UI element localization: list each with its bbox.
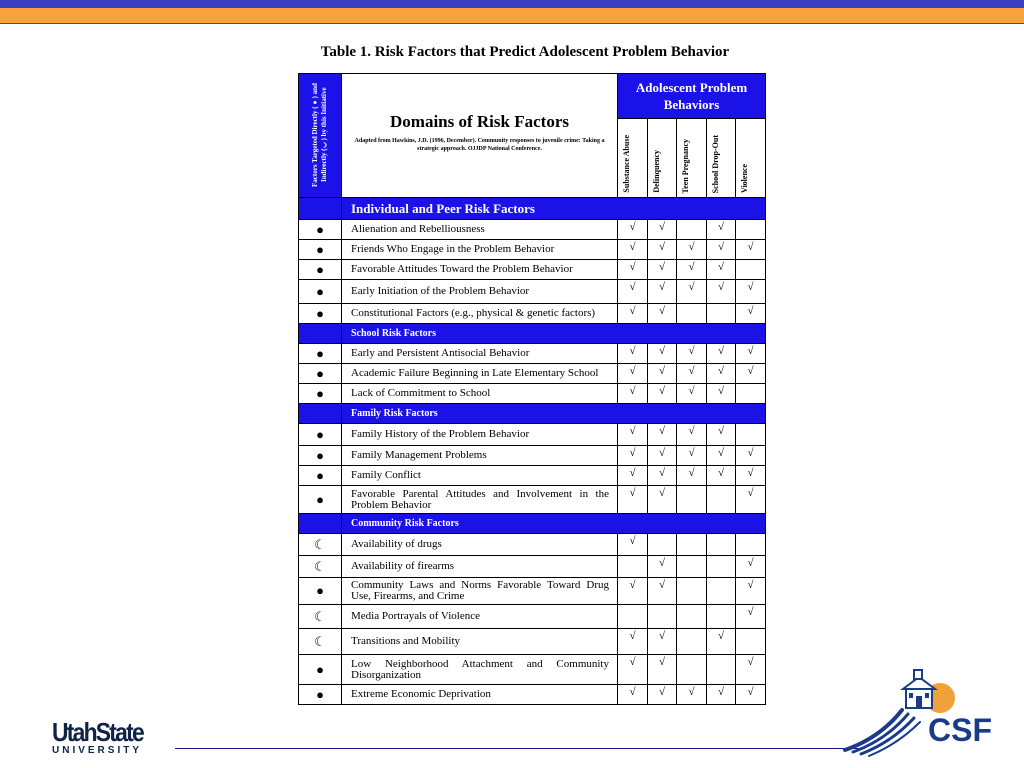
direct-target-bullet: ● bbox=[299, 685, 342, 705]
check-teen-pregnancy: √ bbox=[677, 364, 707, 384]
check-teen-pregnancy: √ bbox=[677, 466, 707, 486]
table-row bbox=[299, 384, 766, 404]
risk-factor-label: Constitutional Factors (e.g., physical & genetic factors) bbox=[342, 304, 618, 324]
direct-target-bullet: ● bbox=[299, 578, 342, 605]
section-title: School Risk Factors bbox=[342, 324, 766, 344]
check-violence bbox=[736, 534, 766, 556]
table-row bbox=[299, 280, 766, 304]
check-violence: √ bbox=[736, 655, 766, 685]
logo-swoosh-icon bbox=[845, 710, 920, 756]
logo-wordmark-top: UtahState bbox=[52, 717, 143, 747]
table-row bbox=[299, 466, 766, 486]
risk-factor-label: Early and Persistent Antisocial Behavior bbox=[342, 344, 618, 364]
risk-factor-label: Family Conflict bbox=[342, 466, 618, 486]
direct-target-bullet: ● bbox=[299, 240, 342, 260]
domains-title: Domains of Risk Factors bbox=[390, 112, 569, 131]
column-header-substance-abuse: Substance Abuse bbox=[618, 119, 648, 198]
behaviors-header: Adolescent Problem Behaviors bbox=[618, 74, 766, 119]
direct-target-bullet: ● bbox=[299, 466, 342, 486]
section-header-row bbox=[299, 324, 766, 344]
table-row bbox=[299, 364, 766, 384]
check-delinquency: √ bbox=[648, 466, 677, 486]
check-delinquency: √ bbox=[648, 486, 677, 514]
risk-factor-label: Media Portrayals of Violence bbox=[342, 605, 618, 629]
check-teen-pregnancy bbox=[677, 629, 707, 655]
csf-wordmark: CSF bbox=[928, 712, 992, 748]
check-violence bbox=[736, 220, 766, 240]
table-row bbox=[299, 240, 766, 260]
check-delinquency: √ bbox=[648, 556, 677, 578]
check-substance-abuse bbox=[618, 605, 648, 629]
check-delinquency bbox=[648, 534, 677, 556]
check-substance-abuse: √ bbox=[618, 578, 648, 605]
check-violence: √ bbox=[736, 344, 766, 364]
check-school-drop-out bbox=[707, 578, 736, 605]
section-symbol-cell bbox=[299, 324, 342, 344]
check-violence bbox=[736, 424, 766, 446]
check-teen-pregnancy: √ bbox=[677, 685, 707, 705]
table-row bbox=[299, 220, 766, 240]
check-delinquency: √ bbox=[648, 260, 677, 280]
check-delinquency: √ bbox=[648, 424, 677, 446]
table-row bbox=[299, 344, 766, 364]
check-substance-abuse bbox=[618, 556, 648, 578]
section-header-row bbox=[299, 198, 766, 220]
risk-factor-label: Favorable Attitudes Toward the Problem Behavior bbox=[342, 260, 618, 280]
check-delinquency: √ bbox=[648, 220, 677, 240]
direct-target-bullet: ● bbox=[299, 220, 342, 240]
risk-factor-label: Lack of Commitment to School bbox=[342, 384, 618, 404]
section-title: Community Risk Factors bbox=[342, 514, 766, 534]
column-header-delinquency: Delinquency bbox=[648, 119, 677, 198]
top-blue-band bbox=[0, 0, 1024, 8]
check-substance-abuse: √ bbox=[618, 655, 648, 685]
section-symbol-cell bbox=[299, 514, 342, 534]
check-violence: √ bbox=[736, 578, 766, 605]
check-teen-pregnancy bbox=[677, 655, 707, 685]
section-title: Individual and Peer Risk Factors bbox=[342, 198, 766, 220]
check-delinquency: √ bbox=[648, 629, 677, 655]
check-school-drop-out: √ bbox=[707, 344, 736, 364]
check-delinquency: √ bbox=[648, 446, 677, 466]
check-school-drop-out: √ bbox=[707, 424, 736, 446]
check-teen-pregnancy: √ bbox=[677, 446, 707, 466]
check-delinquency: √ bbox=[648, 344, 677, 364]
risk-factor-label: Academic Failure Beginning in Late Elementary School bbox=[342, 364, 618, 384]
check-substance-abuse: √ bbox=[618, 280, 648, 304]
column-header-teen-pregnancy: Teen Pregnancy bbox=[677, 119, 707, 198]
direct-target-bullet: ● bbox=[299, 424, 342, 446]
check-substance-abuse: √ bbox=[618, 364, 648, 384]
check-teen-pregnancy: √ bbox=[677, 344, 707, 364]
column-header-violence: Violence bbox=[736, 119, 766, 198]
section-title: Family Risk Factors bbox=[342, 404, 766, 424]
check-violence bbox=[736, 260, 766, 280]
direct-target-bullet: ● bbox=[299, 655, 342, 685]
check-school-drop-out: √ bbox=[707, 364, 736, 384]
check-violence: √ bbox=[736, 605, 766, 629]
section-header-row bbox=[299, 514, 766, 534]
check-teen-pregnancy bbox=[677, 220, 707, 240]
direct-target-bullet: ● bbox=[299, 486, 342, 514]
check-teen-pregnancy: √ bbox=[677, 260, 707, 280]
check-violence bbox=[736, 384, 766, 404]
section-symbol-cell bbox=[299, 404, 342, 424]
check-school-drop-out: √ bbox=[707, 384, 736, 404]
direct-target-bullet: ● bbox=[299, 280, 342, 304]
risk-factor-label: Favorable Parental Attitudes and Involvement in the Problem Behavior bbox=[342, 486, 618, 514]
check-violence: √ bbox=[736, 556, 766, 578]
direct-target-bullet: ● bbox=[299, 260, 342, 280]
check-school-drop-out: √ bbox=[707, 629, 736, 655]
check-violence: √ bbox=[736, 685, 766, 705]
table-row bbox=[299, 655, 766, 685]
check-substance-abuse: √ bbox=[618, 304, 648, 324]
check-school-drop-out bbox=[707, 304, 736, 324]
check-violence: √ bbox=[736, 364, 766, 384]
indirect-target-symbol: ☾ bbox=[299, 534, 342, 556]
check-school-drop-out: √ bbox=[707, 240, 736, 260]
check-substance-abuse: √ bbox=[618, 534, 648, 556]
check-violence: √ bbox=[736, 466, 766, 486]
check-teen-pregnancy: √ bbox=[677, 280, 707, 304]
check-violence: √ bbox=[736, 446, 766, 466]
logo-schoolhouse-icon bbox=[903, 670, 935, 708]
risk-factor-label: Community Laws and Norms Favorable Toward Drug Use, Firearms, and Crime bbox=[342, 578, 618, 605]
indirect-target-symbol: ☾ bbox=[299, 629, 342, 655]
indirect-target-symbol: ☾ bbox=[299, 605, 342, 629]
check-teen-pregnancy bbox=[677, 534, 707, 556]
risk-factor-label: Alienation and Rebelliousness bbox=[342, 220, 618, 240]
risk-factor-label: Early Initiation of the Problem Behavior bbox=[342, 280, 618, 304]
table-row bbox=[299, 424, 766, 446]
check-delinquency: √ bbox=[648, 578, 677, 605]
check-delinquency: √ bbox=[648, 304, 677, 324]
table-row bbox=[299, 605, 766, 629]
check-school-drop-out: √ bbox=[707, 446, 736, 466]
check-substance-abuse: √ bbox=[618, 446, 648, 466]
check-substance-abuse: √ bbox=[618, 344, 648, 364]
check-school-drop-out: √ bbox=[707, 466, 736, 486]
check-school-drop-out bbox=[707, 486, 736, 514]
check-substance-abuse: √ bbox=[618, 685, 648, 705]
risk-factor-label: Family History of the Problem Behavior bbox=[342, 424, 618, 446]
check-substance-abuse: √ bbox=[618, 629, 648, 655]
utah-state-university-logo bbox=[52, 717, 172, 762]
check-substance-abuse: √ bbox=[618, 220, 648, 240]
check-violence: √ bbox=[736, 280, 766, 304]
check-violence: √ bbox=[736, 486, 766, 514]
check-teen-pregnancy: √ bbox=[677, 384, 707, 404]
check-substance-abuse: √ bbox=[618, 466, 648, 486]
check-school-drop-out: √ bbox=[707, 280, 736, 304]
table-row bbox=[299, 486, 766, 514]
targeted-factors-label: Factors Targeted Directly (●) and Indirectly (☾) by this Initiative bbox=[311, 82, 328, 187]
check-school-drop-out: √ bbox=[707, 685, 736, 705]
section-symbol-cell bbox=[299, 198, 342, 220]
footer-divider bbox=[175, 748, 865, 749]
risk-factors-table bbox=[298, 73, 766, 705]
check-school-drop-out bbox=[707, 556, 736, 578]
csf-logo bbox=[840, 668, 990, 760]
check-violence bbox=[736, 629, 766, 655]
domains-header bbox=[342, 74, 618, 198]
check-substance-abuse: √ bbox=[618, 384, 648, 404]
check-substance-abuse: √ bbox=[618, 260, 648, 280]
page-title: Table 1. Risk Factors that Predict Adolescent Problem Behavior bbox=[320, 44, 730, 60]
check-delinquency: √ bbox=[648, 280, 677, 304]
check-teen-pregnancy bbox=[677, 486, 707, 514]
top-orange-band bbox=[0, 8, 1024, 24]
check-violence: √ bbox=[736, 240, 766, 260]
section-header-row bbox=[299, 404, 766, 424]
direct-target-bullet: ● bbox=[299, 304, 342, 324]
risk-factor-label: Low Neighborhood Attachment and Community Disorganization bbox=[342, 655, 618, 685]
risk-factor-label: Transitions and Mobility bbox=[342, 629, 618, 655]
check-school-drop-out: √ bbox=[707, 220, 736, 240]
check-delinquency: √ bbox=[648, 685, 677, 705]
check-delinquency: √ bbox=[648, 384, 677, 404]
check-teen-pregnancy: √ bbox=[677, 424, 707, 446]
direct-target-bullet: ● bbox=[299, 364, 342, 384]
check-violence: √ bbox=[736, 304, 766, 324]
check-school-drop-out bbox=[707, 655, 736, 685]
check-delinquency: √ bbox=[648, 364, 677, 384]
risk-factor-label: Extreme Economic Deprivation bbox=[342, 685, 618, 705]
table-row bbox=[299, 629, 766, 655]
check-teen-pregnancy bbox=[677, 304, 707, 324]
table-row bbox=[299, 260, 766, 280]
check-teen-pregnancy bbox=[677, 578, 707, 605]
table-row bbox=[299, 446, 766, 466]
check-teen-pregnancy bbox=[677, 605, 707, 629]
check-substance-abuse: √ bbox=[618, 240, 648, 260]
indirect-target-symbol: ☾ bbox=[299, 556, 342, 578]
check-school-drop-out bbox=[707, 534, 736, 556]
check-school-drop-out: √ bbox=[707, 260, 736, 280]
check-delinquency bbox=[648, 605, 677, 629]
check-substance-abuse: √ bbox=[618, 424, 648, 446]
check-teen-pregnancy: √ bbox=[677, 240, 707, 260]
check-delinquency: √ bbox=[648, 655, 677, 685]
domains-source-citation: Adapted from Hawkins, J.D. (1996, December). Community responses to juvenile crime: Taking a strategic approach. OJJDP National Conference. bbox=[354, 138, 605, 152]
risk-factor-label: Availability of firearms bbox=[342, 556, 618, 578]
risk-factor-label: Availability of drugs bbox=[342, 534, 618, 556]
direct-target-bullet: ● bbox=[299, 344, 342, 364]
table-row bbox=[299, 534, 766, 556]
risk-factor-label: Friends Who Engage in the Problem Behavior bbox=[342, 240, 618, 260]
check-teen-pregnancy bbox=[677, 556, 707, 578]
risk-factor-label: Family Management Problems bbox=[342, 446, 618, 466]
direct-target-bullet: ● bbox=[299, 384, 342, 404]
logo-wordmark-bottom: UNIVERSITY bbox=[52, 745, 143, 756]
column-header-school-drop-out: School Drop-Out bbox=[707, 119, 736, 198]
table-row bbox=[299, 304, 766, 324]
targeted-factors-header bbox=[299, 74, 342, 198]
table-row bbox=[299, 578, 766, 605]
table-row bbox=[299, 685, 766, 705]
check-substance-abuse: √ bbox=[618, 486, 648, 514]
table-row bbox=[299, 556, 766, 578]
check-delinquency: √ bbox=[648, 240, 677, 260]
check-school-drop-out bbox=[707, 605, 736, 629]
direct-target-bullet: ● bbox=[299, 446, 342, 466]
